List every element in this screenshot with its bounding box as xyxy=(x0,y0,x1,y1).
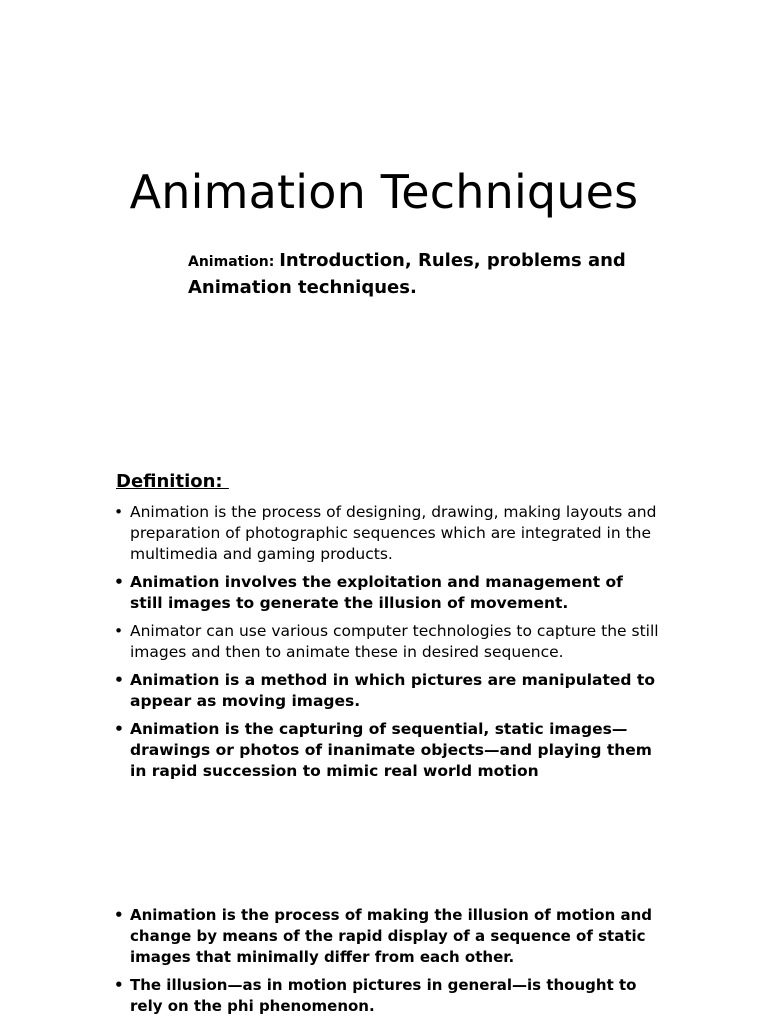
list-item xyxy=(114,719,659,782)
definition-heading: Definition: xyxy=(116,471,229,492)
bullet-icon: • xyxy=(114,622,124,640)
bullet-icon: • xyxy=(114,671,124,689)
definition-bullet-list xyxy=(114,502,659,782)
secondary-bullet-list xyxy=(114,905,659,1017)
bullet-text: The illusion—as in motion pictures in general—is thought to rely on the phi phenomenon. xyxy=(130,976,637,1015)
subtitle-lead: Animation: xyxy=(188,254,280,270)
list-item xyxy=(114,905,659,968)
bullet-icon: • xyxy=(114,573,124,591)
bullet-icon: • xyxy=(114,503,124,521)
bullet-text: Animator can use various computer technologies to capture the still images and then to animate these in desired sequence. xyxy=(130,622,659,661)
bullet-icon: • xyxy=(114,976,124,994)
list-item xyxy=(114,502,659,565)
list-item xyxy=(114,572,659,614)
bullet-text: Animation is the process of designing, drawing, making layouts and preparation of photographic sequences which are integrated in the multimedia and gaming products. xyxy=(130,503,657,563)
slide-title: Animation Techniques xyxy=(129,165,639,219)
bullet-icon: • xyxy=(114,720,124,738)
bullet-text: Animation is a method in which pictures are manipulated to appear as moving images. xyxy=(130,671,655,710)
bullet-text: Animation involves the exploitation and management of still images to generate the illusion of movement. xyxy=(130,573,623,612)
subtitle-rest: Introduction, Rules, problems and Animation techniques. xyxy=(188,250,626,298)
bullet-text: Animation is the capturing of sequential, static images—drawings or photos of inanimate objects—and playing them in rapid succession to mimic real world motion xyxy=(130,720,652,780)
list-item xyxy=(114,975,659,1017)
bullet-icon: • xyxy=(114,906,124,924)
slide-subtitle xyxy=(188,248,648,300)
list-item xyxy=(114,621,659,663)
list-item xyxy=(114,670,659,712)
bullet-text: Animation is the process of making the illusion of motion and change by means of the rapid display of a sequence of static images that minimally differ from each other. xyxy=(130,906,653,966)
